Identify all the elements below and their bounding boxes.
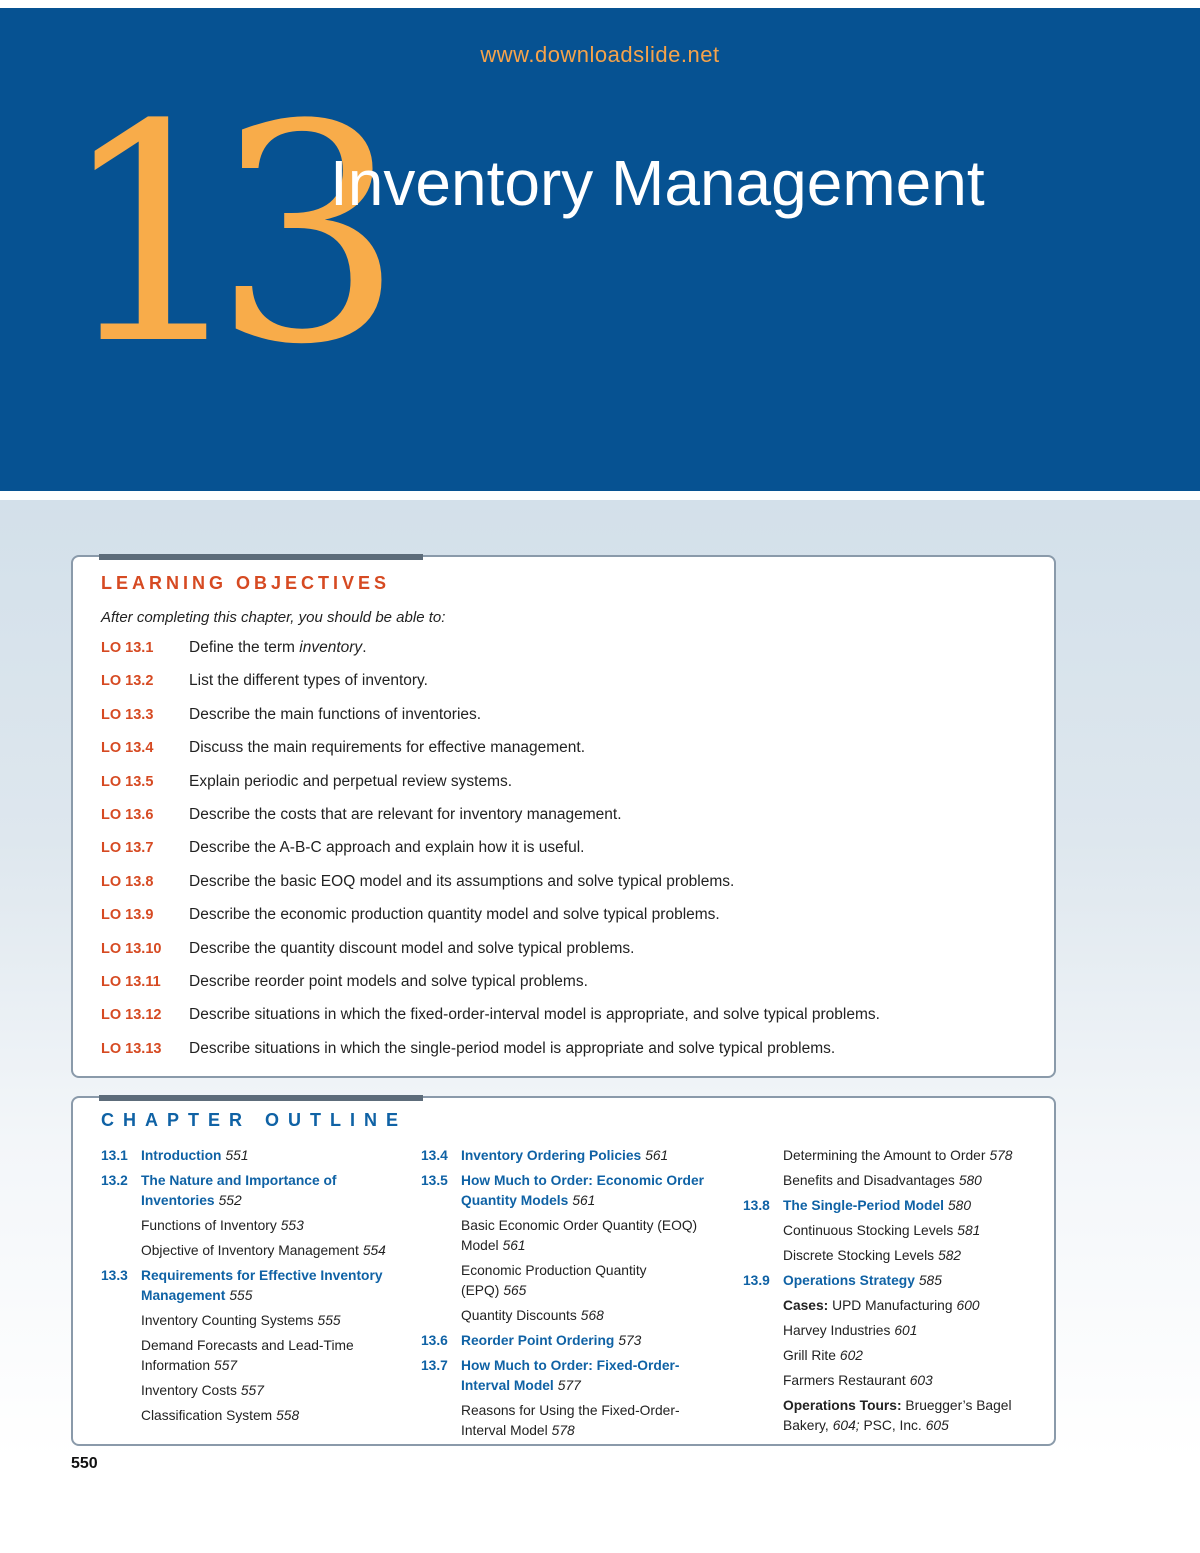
subsection-title: Inventory Counting Systems (141, 1313, 314, 1328)
page-ref: 580 (958, 1173, 982, 1188)
section-number: 13.5 (421, 1173, 448, 1188)
outline-section-13-3[interactable] (101, 1266, 391, 1306)
page-ref: 558 (276, 1408, 300, 1423)
outline-column-3 (743, 1146, 1033, 1441)
page-ref: 551 (225, 1148, 249, 1163)
page-ref: 573 (618, 1333, 642, 1348)
lo-code: LO 13.13 (101, 1040, 162, 1057)
outline-subsection[interactable] (101, 1336, 391, 1376)
section-number: 13.7 (421, 1358, 448, 1373)
page-ref: 555 (229, 1288, 253, 1303)
page-ref: 561 (645, 1148, 669, 1163)
lo-text: Describe the economic production quantity model and solve typical problems. (189, 906, 720, 924)
lo-item (101, 973, 880, 1006)
page-ref: 553 (280, 1218, 304, 1233)
outline-subsection[interactable] (421, 1261, 711, 1301)
outline-column-2 (421, 1146, 711, 1446)
section-title: How Much to Order: Fixed-Order-Interval Model (461, 1358, 680, 1393)
section-number: 13.4 (421, 1148, 448, 1163)
lo-item (101, 806, 880, 839)
lo-item (101, 706, 880, 739)
lo-item (101, 1006, 880, 1039)
learning-objectives-intro: After completing this chapter, you should be able to: (101, 609, 446, 626)
case-title: UPD Manufacturing (832, 1298, 953, 1313)
chapter-outline-title: CHAPTER OUTLINE (101, 1110, 407, 1130)
cases-label: Cases: (783, 1298, 829, 1313)
subsection-title: Benefits and Disadvantages (783, 1173, 955, 1188)
lo-text: Describe the basic EOQ model and its assumptions and solve typical problems. (189, 872, 735, 890)
subsection-title: Functions of Inventory (141, 1218, 277, 1233)
section-title: How Much to Order: Economic Order Quantity Models (461, 1173, 705, 1208)
outline-subsection[interactable] (101, 1311, 391, 1331)
page-ref: 561 (502, 1238, 526, 1253)
lo-item (101, 873, 880, 906)
outline-subsection[interactable] (421, 1306, 711, 1326)
lo-code: LO 13.2 (101, 673, 154, 690)
lo-text: Explain periodic and perpetual review systems. (189, 772, 513, 790)
page-ref: 578 (551, 1423, 575, 1438)
watermark-url[interactable]: www.downloadslide.net (480, 42, 720, 67)
box-tab-bar (99, 554, 423, 560)
lo-text: Define the term (189, 639, 300, 656)
lo-item (101, 906, 880, 939)
lo-item (101, 1040, 880, 1073)
learning-objectives-title: LEARNING OBJECTIVES (101, 573, 391, 593)
outline-section-13-4[interactable] (421, 1146, 711, 1166)
subsection-title: Inventory Costs (141, 1383, 237, 1398)
lo-text-end: . (362, 639, 367, 656)
section-number: 13.2 (101, 1173, 128, 1188)
lo-code: LO 13.6 (101, 806, 154, 823)
outline-column-1 (101, 1146, 391, 1431)
page-ref: 582 (938, 1248, 962, 1263)
lo-text-emphasis: inventory (299, 639, 363, 656)
outline-subsection[interactable] (101, 1406, 391, 1426)
lo-text: Describe the costs that are relevant for inventory management. (189, 805, 622, 823)
lo-code: LO 13.5 (101, 773, 154, 790)
lo-code: LO 13.4 (101, 740, 154, 757)
page-ref: 580 (947, 1198, 972, 1213)
outline-section-13-9[interactable] (743, 1271, 1033, 1291)
lo-code: LO 13.3 (101, 706, 154, 723)
tours-label: Operations Tours: (783, 1398, 902, 1413)
outline-subsection[interactable] (101, 1241, 391, 1261)
lo-text: Discuss the main requirements for effective management. (189, 739, 586, 757)
outline-section-13-2[interactable] (101, 1171, 391, 1211)
learning-objectives-box (71, 555, 1056, 1078)
lo-code: LO 13.1 (101, 640, 154, 656)
outline-subsection[interactable] (743, 1171, 1033, 1191)
subsection-title: Classification System (141, 1408, 273, 1423)
learning-objectives-list (101, 639, 880, 1073)
section-number: 13.6 (421, 1333, 448, 1348)
case-title: Harvey Industries (783, 1323, 891, 1338)
lo-code: LO 13.11 (101, 973, 161, 990)
page-number: 550 (71, 1455, 98, 1472)
tour-title: Bruegger’s Bagel Bakery, (783, 1398, 1012, 1433)
lo-code: LO 13.10 (101, 940, 162, 957)
page-ref: 557 (240, 1383, 264, 1398)
subsection-title: Demand Forecasts and Lead-Time Information (141, 1338, 354, 1373)
outline-case[interactable] (743, 1321, 1033, 1341)
lo-item (101, 739, 880, 772)
chapter-header-banner (0, 8, 1200, 491)
outline-section-13-8[interactable] (743, 1196, 1033, 1216)
section-title: The Single-Period Model (783, 1198, 944, 1213)
subsection-title: Objective of Inventory Management (141, 1243, 359, 1258)
outline-section-13-5[interactable] (421, 1171, 711, 1211)
page-ref: 561 (572, 1193, 596, 1208)
page-ref: 568 (580, 1308, 604, 1323)
outline-tours[interactable] (743, 1396, 1033, 1436)
lo-item (101, 940, 880, 973)
section-number: 13.1 (101, 1148, 128, 1163)
section-number: 13.9 (743, 1273, 770, 1288)
page-ref: 601 (894, 1323, 918, 1338)
section-title: Introduction (141, 1148, 222, 1163)
page-ref: 603 (909, 1373, 933, 1388)
page-ref: 581 (957, 1223, 981, 1238)
lo-text: Describe the quantity discount model and solve typical problems. (189, 939, 635, 957)
page-ref: 557 (214, 1358, 238, 1373)
outline-subsection[interactable] (743, 1221, 1033, 1241)
section-number: 13.3 (101, 1268, 128, 1283)
section-title: The Nature and Importance of Inventories (141, 1173, 337, 1208)
chapter-title: Inventory Management (330, 147, 985, 219)
subsection-title: Economic Production Quantity (EPQ) (461, 1263, 647, 1298)
lo-code: LO 13.12 (101, 1007, 162, 1024)
outline-subsection[interactable] (743, 1146, 1033, 1166)
lo-text: Describe the main functions of inventories. (189, 705, 482, 723)
outline-subsection[interactable] (421, 1401, 711, 1441)
page-ref: 602 (839, 1348, 863, 1363)
page-ref: 605 (925, 1418, 949, 1433)
case-title: Grill Rite (783, 1348, 836, 1363)
subsection-title: Quantity Discounts (461, 1308, 577, 1323)
outline-section-13-1[interactable] (101, 1146, 391, 1166)
outline-subsection[interactable] (101, 1381, 391, 1401)
page-ref: 577 (557, 1378, 581, 1393)
section-number: 13.8 (743, 1198, 770, 1213)
lo-item (101, 672, 880, 705)
box-tab-bar (99, 1095, 423, 1101)
lo-item (101, 839, 880, 872)
subsection-title: Basic Economic Order Quantity (EOQ) Model (461, 1218, 698, 1253)
outline-subsection[interactable] (743, 1246, 1033, 1266)
chapter-outline-box (71, 1096, 1056, 1446)
lo-code: LO 13.8 (101, 873, 154, 890)
outline-section-13-7[interactable] (421, 1356, 711, 1396)
lo-text: Describe situations in which the single-period model is appropriate and solve typical problems. (189, 1039, 836, 1057)
lo-text: Describe reorder point models and solve typical problems. (189, 972, 588, 990)
subsection-title: Discrete Stocking Levels (783, 1248, 935, 1263)
lo-code: LO 13.9 (101, 907, 154, 924)
subsection-title: Determining the Amount to Order (783, 1148, 986, 1163)
page-ref: 552 (218, 1193, 242, 1208)
lo-item (101, 773, 880, 806)
section-title: Inventory Ordering Policies (461, 1148, 642, 1163)
subsection-title: Reasons for Using the Fixed-Order-Interval Model (461, 1403, 680, 1438)
outline-subsection[interactable] (421, 1216, 711, 1256)
subsection-title: Continuous Stocking Levels (783, 1223, 954, 1238)
outline-case[interactable] (743, 1346, 1033, 1366)
page-ref: 565 (503, 1283, 527, 1298)
lo-text: Describe the A-B-C approach and explain how it is useful. (189, 839, 585, 857)
lo-code: LO 13.7 (101, 840, 154, 857)
page-ref: 600 (956, 1298, 980, 1313)
lo-item (101, 639, 880, 672)
chapter-number: 13 (58, 61, 368, 410)
outline-case[interactable] (743, 1371, 1033, 1391)
page-ref: 555 (317, 1313, 341, 1328)
lo-text: List the different types of inventory. (189, 672, 428, 690)
page-ref: 585 (918, 1273, 942, 1288)
lo-text: Describe situations in which the fixed-order-interval model is appropriate, and solve typical problems. (189, 1006, 880, 1024)
section-title: Reorder Point Ordering (461, 1333, 615, 1348)
outline-case[interactable] (743, 1296, 1033, 1316)
outline-subsection[interactable] (101, 1216, 391, 1236)
case-title: Farmers Restaurant (783, 1373, 906, 1388)
section-title: Operations Strategy (783, 1273, 915, 1288)
outline-section-13-6[interactable] (421, 1331, 711, 1351)
section-title: Requirements for Effective Inventory Management (141, 1268, 383, 1303)
page-ref: 578 (989, 1148, 1013, 1163)
tour-title: PSC, Inc. (863, 1418, 922, 1433)
page-ref: 554 (362, 1243, 386, 1258)
page-ref: 604; (832, 1418, 860, 1433)
